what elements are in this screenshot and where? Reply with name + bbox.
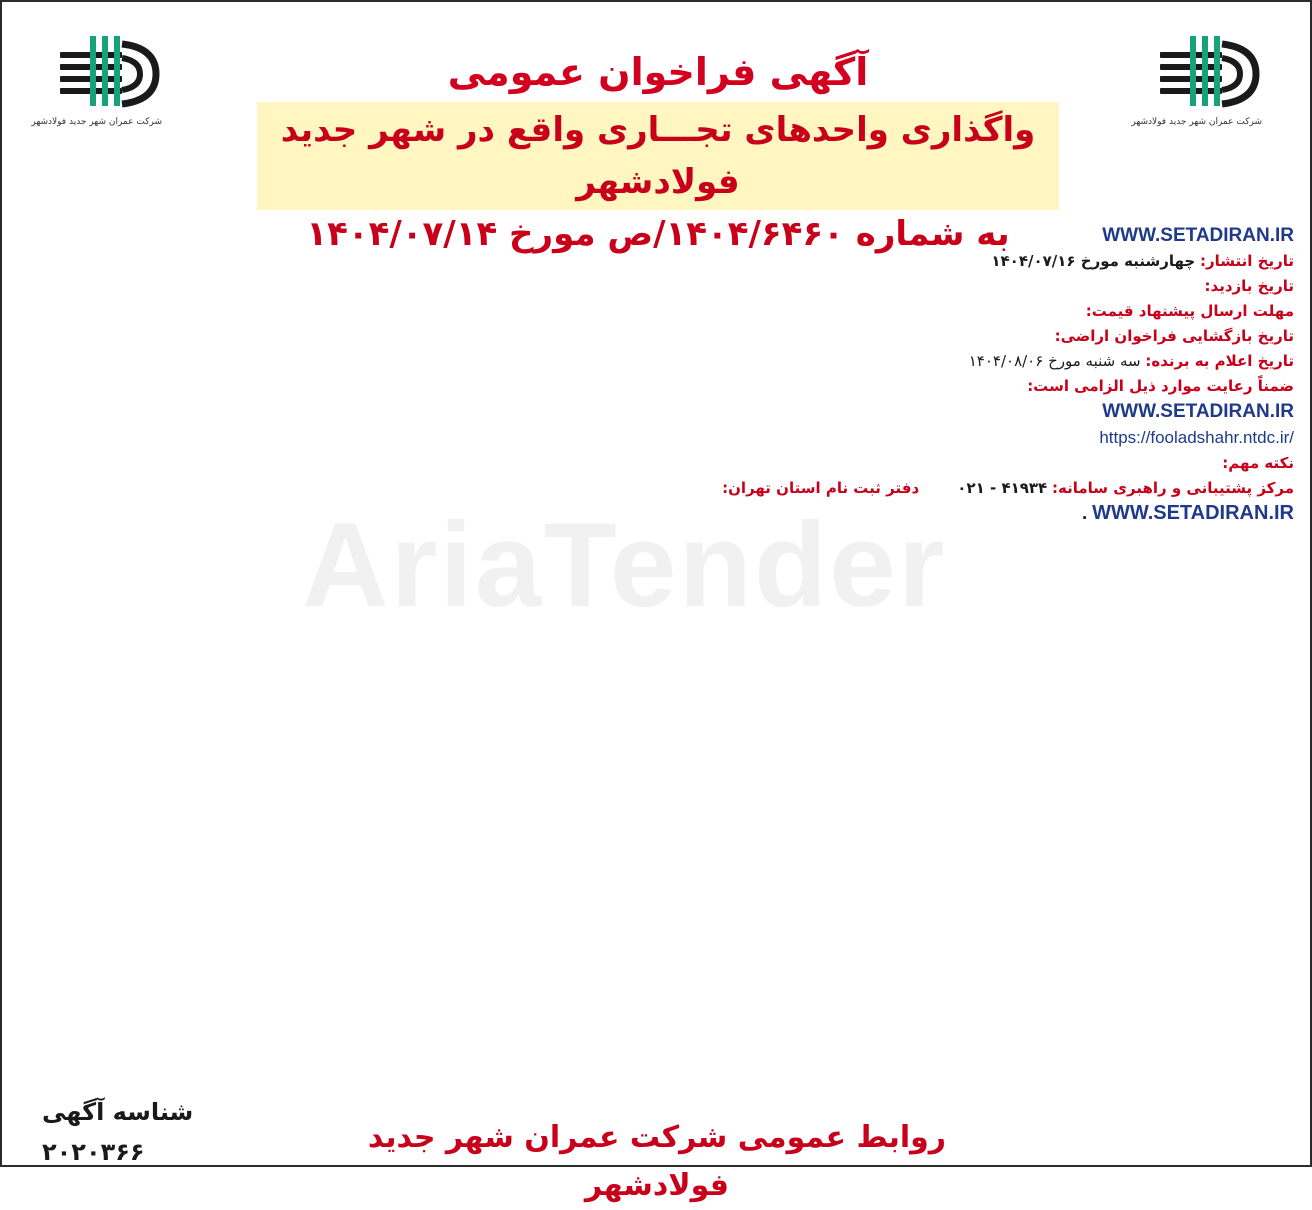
winner-label: تاریخ اعلام به برنده: <box>1145 352 1294 370</box>
publish-value: چهارشنبه مورخ ۱۴۰۴/۰۷/۱۶ <box>991 252 1196 270</box>
notice-subtitle-box <box>257 102 1059 254</box>
company-logo-icon <box>50 30 162 110</box>
notice-subtitle-line2: به شماره ۱۴۰۴/۶۴۶۰/ص مورخ ۱۴۰۴/۰۷/۱۴ <box>306 214 1010 254</box>
ad-id: شناسه آگهی ۲۰۲۰۳۶۶ <box>42 1098 194 1166</box>
logo-caption: شرکت عمران شهر جدید فولادشهر <box>31 117 162 127</box>
intro-paragraph <box>18 224 1294 248</box>
publish-date <box>18 250 1294 273</box>
item-2 <box>18 426 1294 450</box>
setadiran-link[interactable]: WWW.SETADIRAN.IR <box>1092 502 1294 524</box>
send-deadline <box>18 300 1294 323</box>
fooladshahr-link[interactable]: https://fooladshahr.ntdc.ir/ <box>1099 428 1294 447</box>
contact-line: WWW.SETADIRAN.IR . <box>1081 502 1294 524</box>
company-logo-icon <box>1150 30 1262 110</box>
watermark: AriaTender <box>302 498 947 632</box>
company-logo-right <box>1131 30 1262 140</box>
notice-title: آگهی فراخوان عمومی <box>447 50 869 94</box>
mandatory-heading <box>18 375 1294 398</box>
mandatory-label: ضمناً رعایت موارد ذیل الزامی است: <box>1027 377 1294 395</box>
item-1 <box>18 400 1294 424</box>
support-label: مرکز پشتیبانی و راهبری سامانه: <box>1052 479 1294 497</box>
winner-date <box>18 350 1294 373</box>
setadiran-link[interactable]: WWW.SETADIRAN.IR <box>1102 225 1294 246</box>
visit-date <box>18 275 1294 298</box>
tehran-label: دفتر ثبت نام استان تهران: <box>722 479 920 497</box>
publish-label: تاریخ انتشار: <box>1200 252 1294 270</box>
opening-date <box>18 325 1294 348</box>
opening-label: تاریخ بازگشایی فراخوان اراضی: <box>1054 327 1294 345</box>
setadiran-link[interactable]: WWW.SETADIRAN.IR <box>1102 401 1294 422</box>
support-value: ۴۱۹۳۴ - ۰۲۱ <box>957 479 1048 497</box>
important-note <box>18 452 1294 475</box>
logo-caption: شرکت عمران شهر جدید فولادشهر <box>1131 117 1262 127</box>
notice-subtitle-line1: واگذاری واحدهای تجـــاری واقع در شهر جدید فولادشهر <box>280 110 1036 202</box>
company-logo-left <box>31 30 162 140</box>
send-label: مهلت ارسال پیشنهاد قیمت: <box>1085 302 1294 320</box>
visit-label: تاریخ بازدید: <box>1204 277 1294 295</box>
winner-value: سه شنبه مورخ ۱۴۰۴/۰۸/۰۶ <box>968 352 1141 370</box>
note-label: نکته مهم: <box>1222 454 1294 472</box>
notice-body <box>18 224 1294 1014</box>
public-relations-signature: روابط عمومی شرکت عمران شهر جدید فولادشهر <box>367 1120 947 1203</box>
support-line <box>18 477 1294 500</box>
